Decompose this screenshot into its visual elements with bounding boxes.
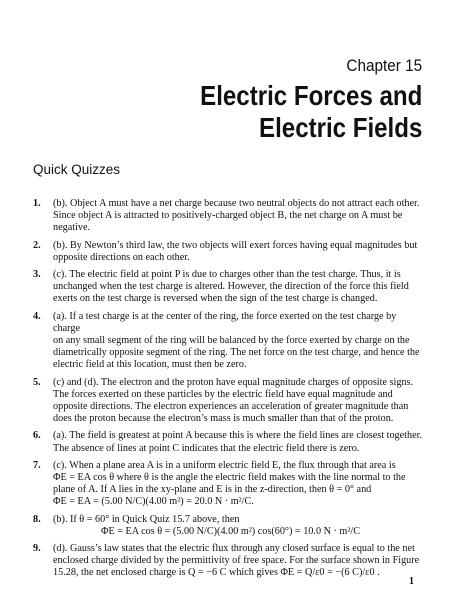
- chapter-label: Chapter 15: [346, 56, 422, 75]
- item-text-line: (b). If θ = 60° in Quick Quiz 15.7 above, then: [53, 513, 240, 525]
- item-text-line: ΦE = EA cos θ where θ is the angle the electric field makes with the line normal to the: [53, 472, 406, 484]
- item-text-line: plane of A. If A lies in the xy-plane and E is in the z-direction, then θ = 0° and: [53, 484, 372, 496]
- item-number: 1.: [33, 198, 41, 209]
- item-number: 8.: [33, 513, 41, 525]
- item-number: 7.: [33, 459, 41, 471]
- item-text-line: Since object A is attracted to positively-charged object B, the net charge on A must be: [53, 210, 403, 222]
- item-text-line: (c). The electric field at point P is due to charges other than the test charge. Thus, it is: [53, 269, 401, 281]
- item-text-line: (b). Object A must have a net charge because two neutral objects do not attract each other.: [53, 198, 420, 209]
- quiz-answer-item: [33, 514, 423, 538]
- item-number: 4.: [33, 310, 41, 322]
- item-text-line: unchanged when the test charge is altered. However, the direction of the force this field: [53, 281, 409, 293]
- item-equation: ΦE = EA cos θ = (5.00 N/C)(4.00 m²) cos(60°) = 10.0 N · m²/C: [101, 525, 361, 537]
- item-text-line: (b). By Newton’s third law, the two objects will exert forces having equal magnitudes but: [53, 239, 418, 251]
- chapter-title: [200, 80, 422, 144]
- chapter-title-line-1: Electric Forces and: [199, 80, 422, 111]
- item-text-line: electric field at this location, must then be zero.: [53, 359, 247, 371]
- item-text-line: negative.: [53, 222, 91, 234]
- item-text-line: ΦE = EA = (5.00 N/C)(4.00 m²) = 20.0 N · m²/C.: [53, 496, 254, 508]
- page-number: 1: [409, 576, 414, 587]
- quiz-answer-item: [33, 240, 423, 264]
- item-number: 6.: [33, 430, 41, 442]
- item-text-line: exerts on the test charge is reversed when the sign of the test charge is changed.: [53, 293, 378, 305]
- item-text-line: opposite directions. The electron experiences an acceleration of greater magnitude than: [53, 401, 409, 413]
- quiz-answer-list: [33, 198, 423, 585]
- item-number: 9.: [33, 543, 41, 555]
- item-text-line: enclosed charge divided by the permittivity of free space. For the surface shown in Figure: [53, 555, 420, 567]
- item-text-line: on any small segment of the ring will be balanced by the force exerted by charge on the: [53, 335, 410, 347]
- quiz-answer-item: [33, 377, 423, 426]
- item-number: 3.: [33, 269, 41, 281]
- section-heading: Quick Quizzes: [33, 162, 121, 177]
- quiz-answer-item: [33, 460, 423, 509]
- item-text-line: (a). If a test charge is at the center of the ring, the force exerted on the test charge by charge: [53, 310, 397, 334]
- item-number: 5.: [33, 376, 41, 388]
- item-text-line: The absence of lines at point C indicates that the electric field there is zero.: [53, 442, 360, 454]
- item-text-line: diametrically opposite segment of the ring. The net force on the test charge, and hence the: [53, 347, 420, 359]
- quiz-answer-item: [33, 430, 423, 454]
- item-text-line: 15.28, the net enclosed charge is Q = −6 C which gives ΦE = Q/ε0 = −(6 C)/ε0 .: [53, 567, 380, 579]
- quiz-answer-item: [33, 543, 423, 580]
- item-text-line: (d). Gauss’s law states that the electric flux through any closed surface is equal to the net: [53, 543, 415, 555]
- chapter-title-line-2: Electric Fields: [258, 112, 422, 143]
- quiz-answer-item: [33, 198, 423, 235]
- item-text-line: (c). When a plane area A is in a uniform electric field E, the flux through that area is: [53, 459, 396, 471]
- item-text-line: (a). The field is greatest at point A because this is where the field lines are closest together.: [53, 430, 422, 442]
- item-text-line: The forces exerted on these particles by the electric field have equal magnitude and: [53, 388, 393, 400]
- item-number: 2.: [33, 239, 41, 251]
- item-text-line: opposite directions on each other.: [53, 251, 190, 263]
- item-text-line: does the proton because the electron’s mass is much smaller than that of the proton.: [53, 413, 394, 425]
- quiz-answer-item: [33, 311, 423, 372]
- quiz-answer-item: [33, 269, 423, 306]
- item-text-line: (c) and (d). The electron and the proton have equal magnitude charges of opposite signs.: [53, 376, 414, 388]
